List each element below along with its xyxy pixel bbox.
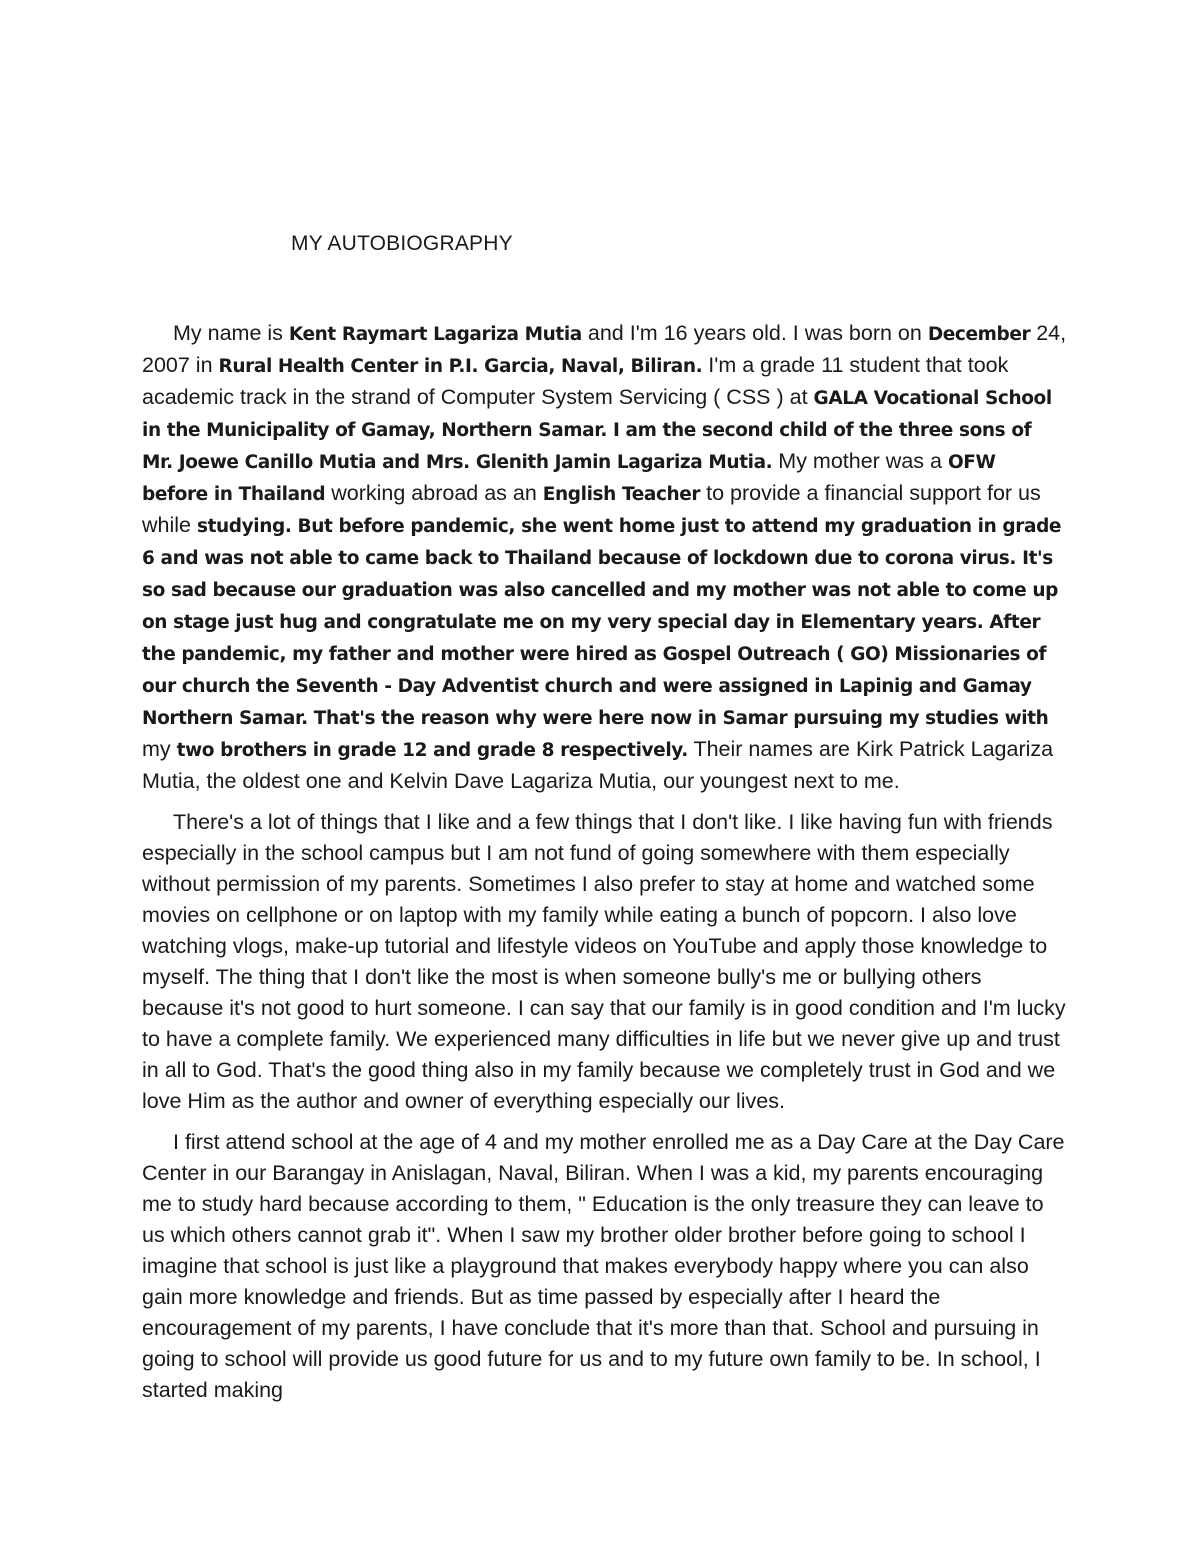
document-title: MY AUTOBIOGRAPHY	[291, 232, 513, 255]
bold-text-segment: English Teacher	[542, 484, 701, 505]
bold-text-segment: two brothers in grade 12 and grade 8 respectively.	[176, 740, 688, 761]
bold-text-segment: Kent Raymart Lagariza Mutia	[288, 324, 582, 345]
text-segment: and I'm 16 years old. I was born on	[581, 321, 928, 345]
text-segment: My name is	[173, 321, 289, 345]
bold-text-segment: December	[927, 324, 1031, 345]
text-segment: to provide a financial support for us while	[142, 481, 1041, 537]
paragraph-1	[142, 318, 1067, 797]
paragraph-2	[142, 807, 1067, 1117]
document-body	[142, 318, 1067, 1416]
text-segment: I'm a grade 11 student that took academic track in the strand of Computer System Servicing ( CSS ) at	[142, 353, 1009, 409]
text-segment: Their names are Kirk Patrick Lagariza Mutia, the oldest one and Kelvin Dave Lagariza Mutia, our youngest next to me.	[142, 737, 1054, 793]
bold-text-segment: GALA Vocational School in the Municipality of Gamay, Northern Samar. I am the second child of the three sons of Mr. Joewe Canillo Mutia and Mrs. Glenith Jamin Lagariza Mutia.	[142, 388, 1052, 473]
text-segment: working abroad as an	[325, 481, 543, 505]
text-segment: my	[142, 737, 177, 761]
text-segment: 24, 2007 in	[142, 321, 1067, 377]
text-segment: There's a lot of things that I like and a few things that I don't like. I like having fun with friends especially in the school campus but I am not fund of going somewhere with them especially without permission of my parents. Sometimes I also prefer to stay at home and watched some movies on cellphone or on laptop with my family while eating a bunch of popcorn. I also love watching vlogs, make-up tutorial and lifestyle videos on YouTube and apply those knowledge to myself. The thing that I don't like the most is when someone bully's me or bullying others because it's not good to hurt someone. I can say that our family is in good condition and I'm lucky to have a complete family. We experienced many difficulties in life but we never give up and trust in all to God. That's the good thing also in my family because we completely trust in God and we love Him as the author and owner of everything especially our lives.	[142, 810, 1066, 1113]
bold-text-segment: OFW before in Thailand	[142, 452, 996, 505]
text-segment: I first attend school at the age of 4 and my mother enrolled me as a Day Care at the Day Care Center in our Barangay in Anislagan, Naval, Biliran. When I was a kid, my parents encouraging me to study hard because according to them, " Education is the only treasure they can leave to us which others cannot grab it". When I saw my brother older brother before going to school I imagine that school is just like a playground that makes everybody happy where you can also gain more knowledge and friends. But as time passed by especially after I heard the encouragement of my parents, I have conclude that it's more than that. School and pursuing in going to school will provide us good future for us and to my future own family to be. In school, I started making	[142, 1130, 1065, 1402]
bold-text-segment: studying. But before pandemic, she went home just to attend my graduation in grade 6 and was not able to came back to Thailand because of lockdown due to corona virus. It's so sad because our graduation was also cancelled and my mother was not able to come up on stage just hug and congratulate me on my very special day in Elementary years. After the pandemic, my father and mother were hired as Gospel Outreach ( GO) Missionaries of our church the Seventh - Day Adventist church and were assigned in Lapinig and Gamay Northern Samar. That's the reason why were here now in Samar pursuing my studies with	[142, 516, 1062, 729]
text-segment: My mother was a	[772, 449, 948, 473]
bold-text-segment: Rural Health Center in P.I. Garcia, Naval, Biliran.	[218, 356, 703, 377]
paragraph-3	[142, 1127, 1067, 1406]
